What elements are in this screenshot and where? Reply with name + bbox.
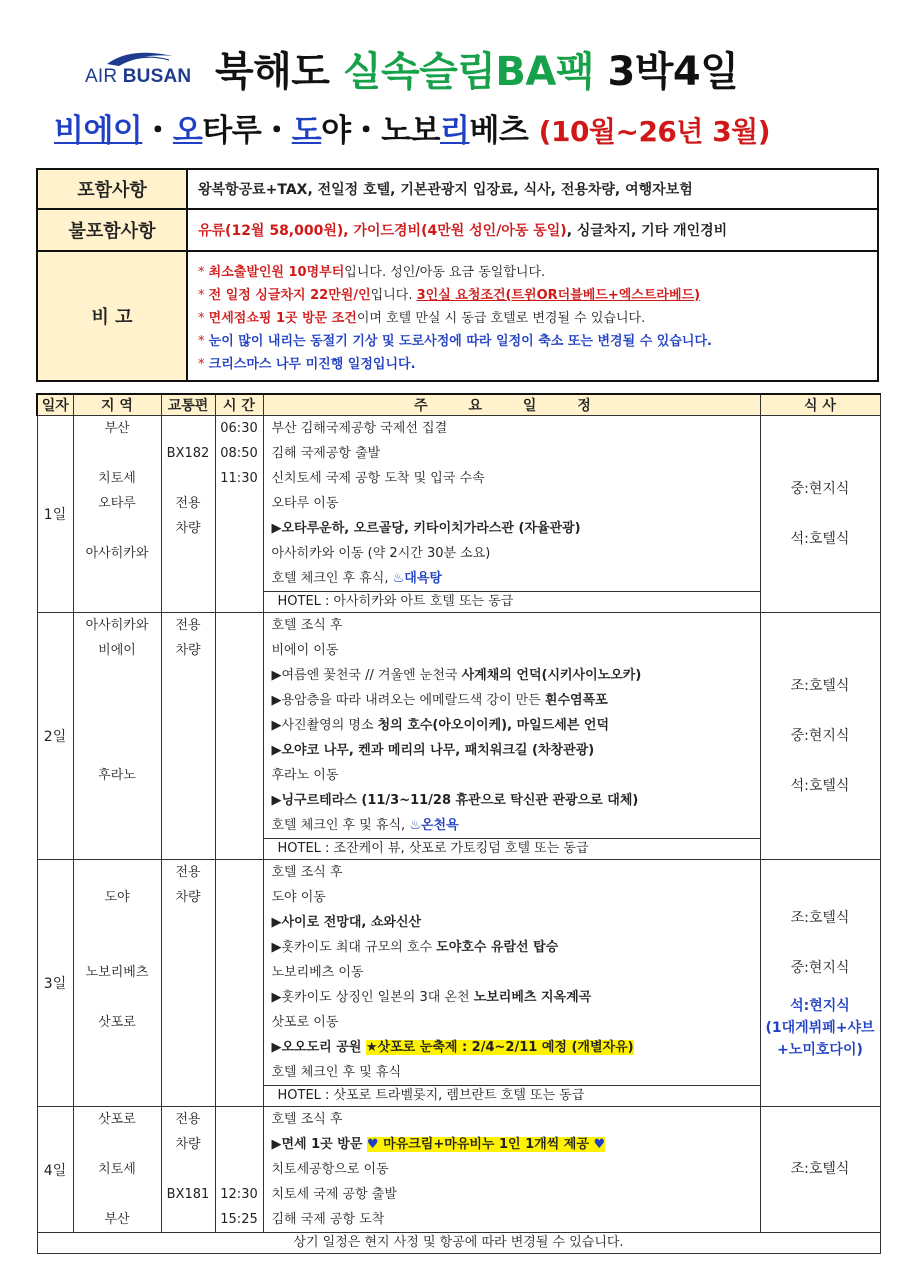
- day4-locations: [73, 1107, 161, 1233]
- meal-dinner-detail: (1대게뷔페+샤브: [765, 1019, 875, 1036]
- spa-icon: ♨온천욕: [409, 818, 459, 833]
- location: 치토세: [98, 1162, 136, 1177]
- meal: 조:호텔식: [790, 677, 850, 694]
- day3-plan: [263, 860, 760, 1107]
- day4-transport: [161, 1107, 215, 1233]
- time: 08:50: [220, 446, 258, 461]
- location: [74, 985, 161, 1010]
- location: [74, 1182, 161, 1207]
- time: [216, 1132, 263, 1157]
- snow-festival-highlight: ★삿포로 눈축제 : 2/4~2/11 예정 (개별자유): [365, 1040, 634, 1055]
- header-loc: 지 역: [73, 394, 161, 416]
- plan-item: [264, 688, 760, 713]
- transport: 전용: [175, 1112, 201, 1127]
- plan-item: 아사히카와 이동 (약 2시간 30분 소요): [271, 546, 491, 561]
- spa-icon: ♨대욕탕: [392, 571, 442, 586]
- plan-item: 삿포로 이동: [271, 1015, 339, 1030]
- plan-item: 호텔 조식 후: [271, 1112, 343, 1127]
- day1-times: [215, 416, 263, 613]
- day2-row: [37, 613, 880, 860]
- included-value: 왕복항공료+TAX, 전일정 호텔, 기본관광지 입장료, 식사, 전용차량, 여행자보험: [187, 169, 878, 209]
- subtitle-sep: ・: [142, 113, 173, 149]
- day2-transport: [161, 613, 215, 860]
- transport: [162, 1157, 215, 1182]
- plan-item: [264, 985, 760, 1010]
- meal-dinner-detail: +노미호다이): [777, 1041, 863, 1058]
- header-meal: 식 사: [760, 394, 880, 416]
- info-table: [36, 168, 879, 382]
- transport: 차량: [175, 890, 201, 905]
- location: 삿포로: [98, 1112, 136, 1127]
- location: 부산: [104, 1212, 130, 1227]
- transport: [162, 1207, 215, 1232]
- excluded-label: 불포함사항: [37, 209, 187, 251]
- schedule-header-row: [37, 394, 880, 416]
- header-time: 시 간: [215, 394, 263, 416]
- footer-row: [37, 1233, 880, 1254]
- day1-row: [37, 416, 880, 613]
- note-text: 눈이 많이 내리는 동절기 기상 및 도로사정에 따라 일정이 축소 또는 변경될 수 있습니다.: [208, 333, 712, 349]
- plan-text: 호텔 체크인 후 휴식,: [271, 571, 393, 586]
- excluded-rest-text: , 싱글차지, 기타 개인경비: [566, 223, 728, 239]
- plan-item: 신치토세 국제 공항 도착 및 입국 수속: [271, 471, 485, 486]
- location: [74, 738, 161, 763]
- transport: [162, 466, 215, 491]
- day3-times: [215, 860, 263, 1107]
- title-duration: 3박4일: [607, 49, 739, 95]
- notes-row: [37, 251, 878, 381]
- subtitle-noboribetsu-b: 리: [440, 113, 470, 149]
- subtitle-noboribetsu-c: 베츠: [469, 113, 529, 149]
- plan-item: [264, 566, 760, 591]
- time: 12:30: [220, 1187, 258, 1202]
- hotel-info: HOTEL : 삿포로 트라벨롯지, 렘브란트 호텔 또는 동급: [264, 1085, 760, 1106]
- footer-note: 상기 일정은 현지 사정 및 항공에 따라 변경될 수 있습니다.: [37, 1233, 880, 1254]
- header-plan: 주 요 일 정: [263, 394, 760, 416]
- meal: 석:호텔식: [790, 777, 850, 794]
- meal: 중:현지식: [790, 959, 850, 976]
- plan-item: ▶오타루운하, 오르골당, 키타이치가라스관 (자율관광): [271, 521, 581, 536]
- subtitle-otaru-b: 타루: [202, 113, 262, 149]
- plan-text: ▶면세 1곳 방문: [271, 1137, 367, 1152]
- day2-label: 2일: [37, 613, 73, 860]
- location: [74, 1132, 161, 1157]
- page-subtitle: [54, 105, 770, 150]
- plan-item: ▶사이로 전망대, 쇼와신산: [271, 915, 422, 930]
- day3-transport: [161, 860, 215, 1107]
- bird-logo-icon: [105, 48, 175, 68]
- meal: 조:호텔식: [790, 909, 850, 926]
- note-text: 면세점쇼핑 1곳 방문 조건: [208, 310, 357, 326]
- included-row: [37, 169, 878, 209]
- plan-item: 부산 김해국제공항 국제선 집결: [271, 421, 448, 436]
- hotel-info: HOTEL : 아사히카와 아트 호텔 또는 동급: [264, 591, 760, 612]
- plan-item: [264, 813, 760, 838]
- plan-text: ▶여름엔 꽃천국 // 겨울엔 눈천국: [271, 668, 462, 683]
- air-busan-logo: [85, 48, 195, 92]
- plan-highlight: 사계채의 언덕(시키사이노오카): [461, 668, 642, 683]
- transport: 전용: [175, 496, 201, 511]
- plan-text: ▶오오도리 공원: [271, 1040, 366, 1055]
- note-item: * 크리스마스 나무 미진행 일정입니다.: [198, 356, 416, 372]
- schedule-table: [36, 393, 881, 1254]
- time: 15:25: [220, 1212, 258, 1227]
- transport: 차량: [175, 643, 201, 658]
- plan-highlight: 도야호수 유람선 탑승: [436, 940, 559, 955]
- location: 삿포로: [98, 1015, 136, 1030]
- header-day: 일자: [37, 394, 73, 416]
- plan-item: [264, 1035, 760, 1060]
- meal: 석:호텔식: [790, 530, 850, 547]
- transport: [162, 416, 215, 441]
- day2-plan: [263, 613, 760, 860]
- excluded-row: [37, 209, 878, 251]
- day4-plan: [263, 1107, 760, 1233]
- location: [74, 713, 161, 738]
- heart-icon: ♥: [593, 1137, 606, 1152]
- note-text: 입니다. 성인/아동 요금 동일합니다.: [344, 264, 546, 280]
- transport: 전용: [175, 618, 201, 633]
- day2-times: [215, 613, 263, 860]
- location: [74, 663, 161, 688]
- location: 아사히카와: [85, 618, 149, 633]
- transport-flight: BX181: [166, 1187, 210, 1202]
- logo-text: AIR BUSAN: [85, 66, 192, 87]
- subtitle-otaru-a: 오: [172, 113, 203, 149]
- day3-label: 3일: [37, 860, 73, 1107]
- plan-highlight: 청의 호수(아오이이케), 마일드세븐 언덕: [377, 718, 609, 733]
- time: 11:30: [220, 471, 258, 486]
- day3-row: [37, 860, 880, 1107]
- plan-item: 도야 이동: [271, 890, 326, 905]
- plan-item: [264, 1132, 760, 1157]
- note-text: 10명부터: [288, 264, 345, 280]
- location: 후라노: [98, 768, 136, 783]
- included-label: 포함사항: [37, 169, 187, 209]
- plan-item: [264, 663, 760, 688]
- location: 치토세: [98, 471, 136, 486]
- day3-locations: [73, 860, 161, 1107]
- subtitle-noboribetsu-a: 노보: [381, 113, 441, 149]
- plan-item: 비에이 이동: [271, 643, 339, 658]
- location: 오타루: [98, 496, 136, 511]
- day3-meals: [760, 860, 880, 1107]
- meal-dinner: 석:현지식: [790, 997, 850, 1014]
- location: 노보리베츠: [85, 965, 149, 980]
- subtitle-toya-a: 도: [291, 113, 322, 149]
- notes-label: 비 고: [37, 251, 187, 381]
- location: [74, 516, 161, 541]
- plan-highlight: 흰수염폭포: [544, 693, 608, 708]
- hotel-info: HOTEL : 조잔케이 뷰, 삿포로 가토킹덤 호텔 또는 동급: [264, 838, 760, 859]
- day4-meals: [760, 1107, 880, 1233]
- plan-item: 치토세공항으로 이동: [271, 1162, 389, 1177]
- plan-text: ▶홋카이도 최대 규모의 호수: [271, 940, 437, 955]
- transport-flight: BX182: [166, 446, 210, 461]
- plan-item: 김해 국제 공항 도착: [271, 1212, 385, 1227]
- plan-item: 김해 국제공항 출발: [271, 446, 381, 461]
- title-package: 실속슬림BA팩: [342, 49, 595, 95]
- plan-text: ▶용암층을 따라 내려오는 에메랄드색 강이 만든: [271, 693, 545, 708]
- location: [74, 441, 161, 466]
- day1-transport: [161, 416, 215, 613]
- heart-icon: ♥: [366, 1137, 379, 1152]
- excluded-value: [187, 209, 878, 251]
- header-transport: 교통편: [161, 394, 215, 416]
- plan-item: ▶닝구르테라스 (11/3~11/28 휴관으로 탁신관 관광으로 대체): [271, 793, 639, 808]
- note-item: * 면세점쇼핑 1곳 방문 조건이며 호텔 만실 시 동급 호텔로 변경될 수 있습니다.: [198, 310, 646, 326]
- plan-item: 호텔 조식 후: [271, 865, 343, 880]
- page-title: [215, 40, 738, 97]
- time: 06:30: [220, 421, 258, 436]
- transport: 차량: [175, 521, 201, 536]
- plan-item: ▶오야코 나무, 켄과 메리의 나무, 패치워크길 (차창관광): [271, 743, 595, 758]
- notes-value: [187, 251, 878, 381]
- plan-text: ▶사진촬영의 명소: [271, 718, 378, 733]
- note-text: 3인실 요청조건(트윈OR더블베드+엑스트라베드): [416, 287, 701, 303]
- day4-label: 4일: [37, 1107, 73, 1233]
- time: [216, 1107, 263, 1132]
- location: [74, 910, 161, 935]
- note-text: 최소출발인원: [208, 264, 289, 280]
- location: [74, 935, 161, 960]
- location: 비에이: [98, 643, 136, 658]
- plan-item: 오타루 이동: [271, 496, 339, 511]
- note-text: 크리스마스 나무 미진행 일정입니다.: [208, 356, 416, 372]
- transport: 차량: [175, 1137, 201, 1152]
- plan-item: 호텔 체크인 후 및 휴식: [271, 1065, 402, 1080]
- meal: 조:호텔식: [790, 1161, 850, 1177]
- meal: 중:현지식: [790, 727, 850, 744]
- day1-locations: [73, 416, 161, 613]
- plan-text: ▶홋카이도 상징인 일본의 3대 온천: [271, 990, 474, 1005]
- notes-list: [198, 257, 877, 376]
- day1-meals: [760, 416, 880, 613]
- location: 부산: [104, 421, 130, 436]
- day1-plan: [263, 416, 760, 613]
- excluded-red-text: 유류(12월 58,000원), 가이드경비(4만원 성인/아동 동일): [198, 223, 567, 239]
- note-text: 전 일정 싱글차지 22만원/인: [208, 287, 371, 303]
- plan-item: 호텔 조식 후: [271, 618, 343, 633]
- plan-text: 호텔 체크인 후 및 휴식,: [271, 818, 410, 833]
- location: [74, 688, 161, 713]
- location: 아사히카와: [85, 546, 149, 561]
- plan-highlight: 마유크림+마유비누 1인 1개씩 제공: [383, 1137, 589, 1152]
- title-region: 북해도: [215, 49, 330, 95]
- day1-label: 1일: [37, 416, 73, 613]
- location: [74, 860, 161, 885]
- plan-item: [264, 935, 760, 960]
- location: 도야: [104, 890, 130, 905]
- plan-item: 후라노 이동: [271, 768, 339, 783]
- gift-highlight: [367, 1137, 605, 1152]
- time: [216, 1157, 263, 1182]
- note-text: 이며 호텔 만실 시 동급 호텔로 변경될 수 있습니다.: [356, 310, 646, 326]
- meal: 중:현지식: [790, 480, 850, 497]
- day4-row: [37, 1107, 880, 1233]
- note-item: * 전 일정 싱글차지 22만원/인입니다. 3인실 요청조건(트윈OR더블베드+엑스트라베드): [198, 287, 701, 303]
- plan-highlight: 노보리베츠 지옥계곡: [473, 990, 592, 1005]
- note-item: * 최소출발인원 10명부터입니다. 성인/아동 요금 동일합니다.: [198, 264, 546, 280]
- subtitle-period: (10월~26년 3월): [538, 115, 771, 148]
- day4-times: [215, 1107, 263, 1233]
- note-text: 입니다.: [370, 287, 417, 303]
- transport: 전용: [175, 865, 201, 880]
- subtitle-toya-b: 야: [321, 113, 351, 149]
- subtitle-sep: ・: [261, 113, 292, 149]
- plan-item: 치토세 국제 공항 출발: [271, 1187, 397, 1202]
- day2-meals: [760, 613, 880, 860]
- plan-item: [264, 713, 760, 738]
- plan-item: 노보리베츠 이동: [271, 965, 364, 980]
- subtitle-biei: 비에이: [54, 113, 143, 149]
- subtitle-sep: ・: [350, 113, 382, 149]
- note-item: * 눈이 많이 내리는 동절기 기상 및 도로사정에 따라 일정이 축소 또는 변경될 수 있습니다.: [198, 333, 712, 349]
- day2-locations: [73, 613, 161, 860]
